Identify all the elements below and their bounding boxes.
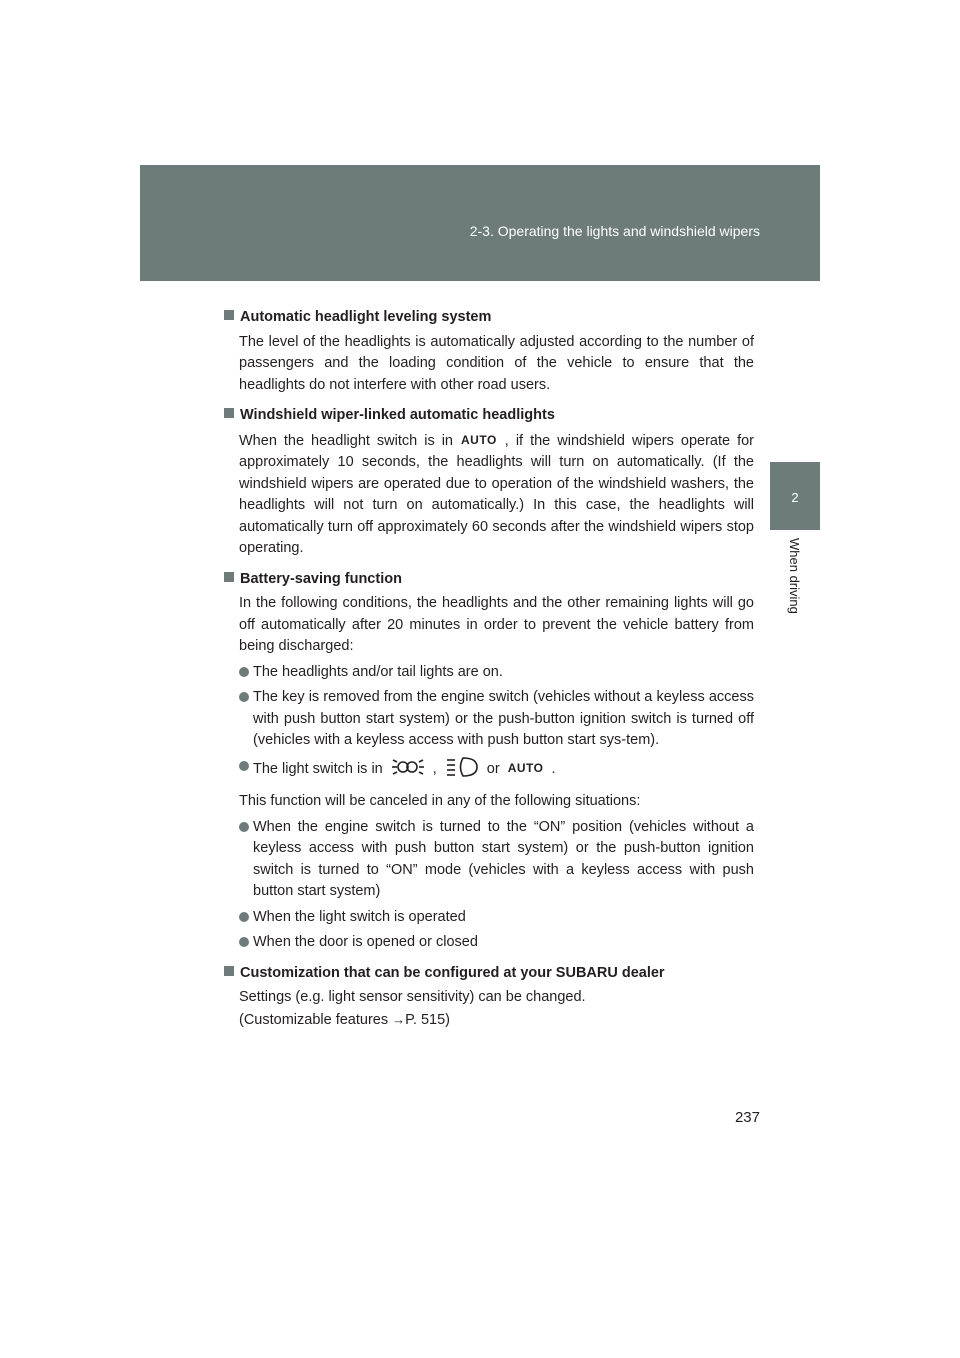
auto-icon: AUTO <box>461 432 497 447</box>
heading-leveling: Automatic headlight leveling system <box>240 309 492 325</box>
circle-bullet-icon <box>239 761 249 771</box>
section-leveling <box>224 307 754 396</box>
text-custom-ref: (Customizable features →P. 515) <box>239 1011 451 1028</box>
auto-icon: AUTO <box>507 760 544 775</box>
circle-bullet-icon <box>239 692 249 702</box>
list-item: When the engine switch is turned to the “ON” position (vehicles without a keyless access with push button start system) or the push-button ignition switch is turned to “ON” mode (vehicles with a keyless access with push button start system) <box>239 817 754 903</box>
main-content <box>224 307 754 1040</box>
tail-light-icon <box>391 756 425 786</box>
list-item: When the door is opened or closed <box>239 932 754 954</box>
circle-bullet-icon <box>239 937 249 947</box>
circle-bullet-icon <box>239 912 249 922</box>
list-item: When the light switch is operated <box>239 907 754 929</box>
square-bullet-icon <box>224 310 234 320</box>
heading-battery: Battery-saving function <box>240 570 402 587</box>
heading-wiper: Windshield wiper-linked automatic headlights <box>240 407 555 423</box>
section-battery <box>224 569 754 954</box>
text-leveling: The level of the headlights is automatically adjusted according to the number of passengers and the loading condition of the vehicle to ensure that the headlights do not interfere with other road users. <box>239 333 754 393</box>
circle-bullet-icon <box>239 822 249 832</box>
section-wiper <box>224 405 754 560</box>
header-band <box>140 165 820 281</box>
text-cancel-intro: This function will be canceled in any of the following situations: <box>239 793 641 809</box>
text-custom: Settings (e.g. light sensor sensitivity) can be changed. <box>239 989 586 1005</box>
list-item: The headlights and/or tail lights are on. <box>239 662 754 684</box>
square-bullet-icon <box>224 572 234 582</box>
headlight-icon <box>445 756 479 786</box>
chapter-number: 2 <box>791 490 799 505</box>
chapter-label: When driving <box>787 538 802 614</box>
list-item: The light switch is in , or AUTO . <box>239 756 754 786</box>
circle-bullet-icon <box>239 667 249 677</box>
page-number: 237 <box>734 1109 760 1126</box>
section-custom <box>224 963 754 1032</box>
text-wiper: When the headlight switch is in AUTO , if the windshield wipers operate for approximately 10 seconds, the headlights will turn on automatically. (If the windshield wipers are operated due to operation of the windshield washers, the headlights will not turn on automatically.) In this case, the headlights will automatically turn off approximately 60 seconds after the windshield wipers stop operating. <box>239 430 754 560</box>
text-battery-intro: In the following conditions, the headlights and the other remaining lights will go off automatically after 20 minutes in order to prevent the vehicle battery from being discharged: <box>239 595 754 654</box>
square-bullet-icon <box>224 408 234 418</box>
arrow-right-icon: → <box>392 1011 406 1027</box>
section-title: 2-3. Operating the lights and windshield wipers <box>469 223 760 239</box>
heading-custom: Customization that can be configured at your SUBARU dealer <box>240 964 665 981</box>
list-item: The key is removed from the engine switch (vehicles without a keyless access with push button start system) or the push-button ignition switch is turned off (vehicles with a keyless access with push button start sys-tem). <box>239 687 754 752</box>
chapter-tab <box>770 462 820 530</box>
square-bullet-icon <box>224 966 234 976</box>
